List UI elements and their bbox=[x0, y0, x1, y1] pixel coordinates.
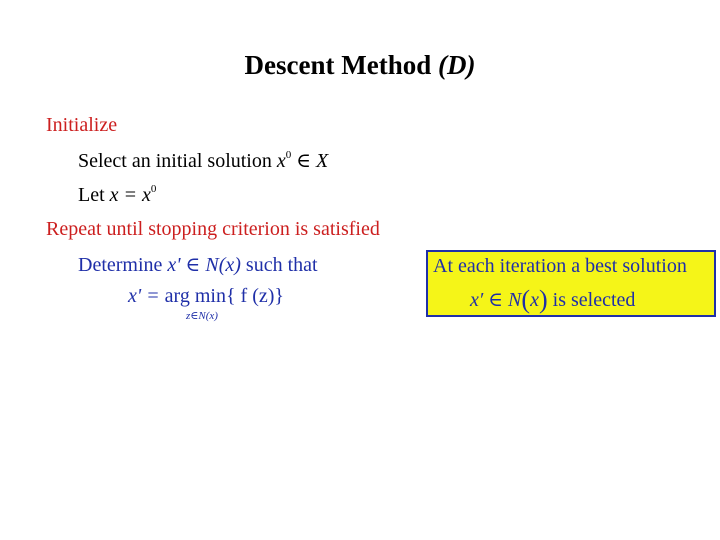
note-box bbox=[426, 250, 716, 317]
title-symbol: (D) bbox=[437, 50, 476, 80]
let-text: Let bbox=[78, 184, 105, 206]
determine-math: x' ∈ N(x) bbox=[167, 254, 241, 276]
argmin-rhs: arg min{ f (z)} bbox=[164, 285, 285, 307]
select-initial-line bbox=[78, 148, 328, 173]
note-var: x′ ∈ N bbox=[470, 289, 522, 311]
title-text: Descent Method bbox=[244, 50, 432, 80]
select-text: Select an initial solution bbox=[78, 150, 272, 172]
argmin-subscript: z∈N(x) bbox=[186, 310, 218, 322]
note-line-2 bbox=[470, 285, 635, 315]
determine-tail: such that bbox=[245, 254, 318, 276]
select-sup: 0 bbox=[285, 149, 292, 161]
note-arg: x bbox=[530, 289, 539, 311]
note-tail: is selected bbox=[552, 289, 636, 311]
note-open-paren: ( bbox=[521, 285, 531, 314]
let-line bbox=[78, 183, 156, 207]
let-sup: 0 bbox=[150, 183, 157, 195]
initialize-heading: Initialize bbox=[46, 114, 118, 136]
argmin-lhs: x' = bbox=[128, 285, 160, 307]
determine-text: Determine bbox=[78, 254, 163, 276]
select-var: x bbox=[276, 150, 286, 172]
note-line-1: At each iteration a best solution bbox=[433, 255, 687, 277]
repeat-heading: Repeat until stopping criterion is satisfied bbox=[46, 218, 380, 240]
select-rest: ∈ X bbox=[296, 150, 329, 172]
determine-line bbox=[78, 252, 318, 277]
note-close-paren: ) bbox=[538, 285, 548, 314]
let-math: x = x bbox=[109, 184, 151, 206]
argmin-line bbox=[128, 285, 284, 308]
slide-title bbox=[0, 50, 720, 81]
